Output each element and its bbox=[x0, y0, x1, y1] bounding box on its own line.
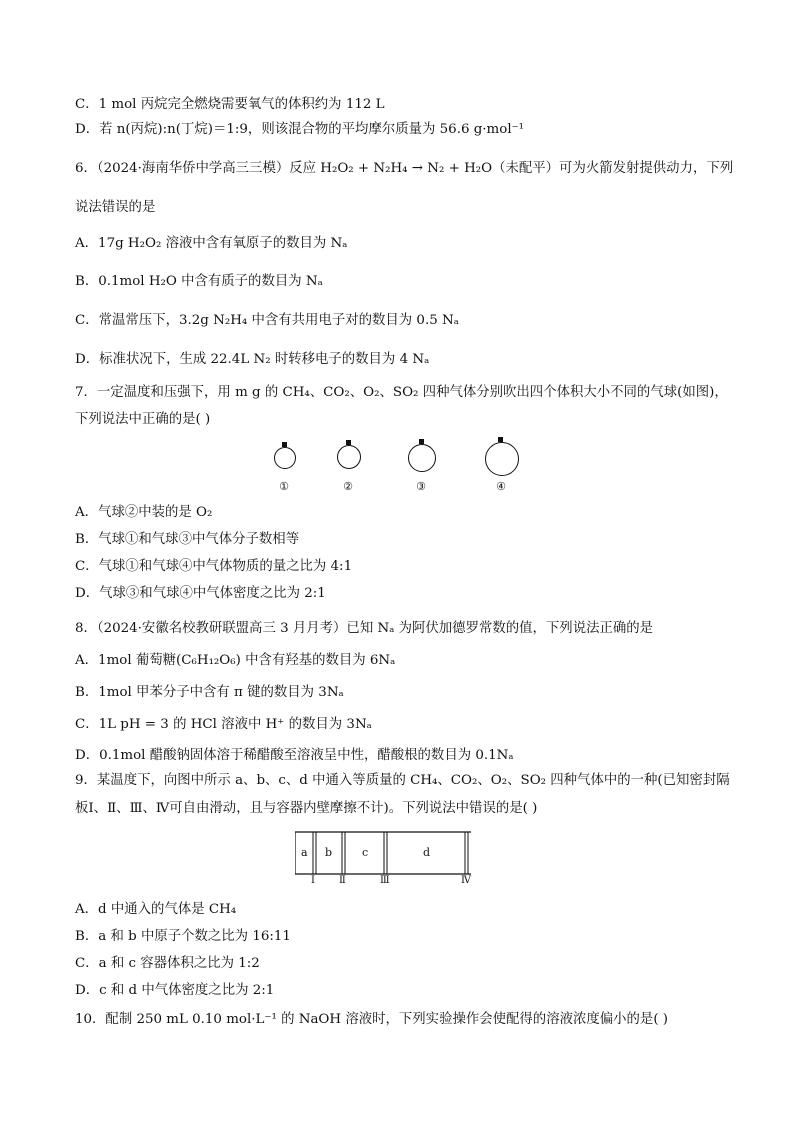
q6-option-b: B．0.1mol H₂O 中含有质子的数目为 Nₐ bbox=[75, 274, 323, 289]
q9-option-c: C．a 和 c 容器体积之比为 1:2 bbox=[75, 956, 260, 971]
q9-option-d: D．c 和 d 中气体密度之比为 2:1 bbox=[75, 983, 275, 998]
balloon-label: ② bbox=[343, 480, 353, 493]
q9-stem-line1: 9．某温度下，向图中所示 a、b、c、d 中通入等质量的 CH₄、CO₂、O₂、SO₂ 四种气体中的一种(已知密封隔 bbox=[75, 773, 730, 788]
partition-2-label: Ⅱ bbox=[339, 875, 346, 886]
q5-option-c: C．1 mol 丙烷完全燃烧需要氧气的体积约为 112 L bbox=[75, 97, 385, 112]
q6-option-c: C．常温常压下，3.2g N₂H₄ 中含有共用电子对的数目为 0.5 Nₐ bbox=[75, 313, 459, 328]
container-figure bbox=[295, 830, 471, 886]
q10-stem: 10．配制 250 mL 0.10 mol·L⁻¹ 的 NaOH 溶液时，下列实验操作会使配得的溶液浓度偏小的是( ) bbox=[75, 1012, 669, 1027]
partition-1-label: Ⅰ bbox=[311, 875, 315, 886]
balloon-label: ① bbox=[279, 480, 289, 493]
q7-stem-line1: 7．一定温度和压强下，用 m g 的 CH₄、CO₂、O₂、SO₂ 四种气体分别吹出四个体积大小不同的气球(如图)， bbox=[75, 385, 728, 400]
balloon-figure bbox=[260, 440, 560, 496]
q5-option-d: D．若 n(丙烷):n(丁烷)＝1:9，则该混合物的平均摩尔质量为 56.6 g·mol⁻¹ bbox=[75, 122, 525, 137]
q9-option-b: B．a 和 b 中原子个数之比为 16:11 bbox=[75, 929, 291, 944]
cell-a-label: a bbox=[301, 846, 308, 859]
q6-option-a: A．17g H₂O₂ 溶液中含有氧原子的数目为 Nₐ bbox=[75, 236, 348, 251]
q9-stem-line2: 板Ⅰ、Ⅱ、Ⅲ、Ⅳ可自由滑动，且与容器内壁摩擦不计)。下列说法中错误的是( ) bbox=[75, 801, 538, 816]
q6-stem-line1: 6．（2024·海南华侨中学高三三模）反应 H₂O₂ + N₂H₄ → N₂ + H₂O（未配平）可为火箭发射提供动力，下列 bbox=[75, 161, 734, 176]
q8-option-b: B．1mol 甲苯分子中含有 π 键的数目为 3Nₐ bbox=[75, 685, 344, 700]
q8-stem: 8．（2024·安徽名校教研联盟高三 3 月月考）已知 Nₐ 为阿伏加德罗常数的值，下列说法正确的是 bbox=[75, 621, 654, 636]
balloon-body bbox=[485, 442, 519, 476]
balloon-body bbox=[274, 447, 296, 469]
balloon-label: ③ bbox=[416, 480, 426, 493]
partition-4-label: Ⅳ bbox=[461, 875, 471, 886]
q7-option-b: B．气球①和气球③中气体分子数相等 bbox=[75, 532, 300, 547]
cell-d-label: d bbox=[423, 846, 431, 859]
balloon-body bbox=[408, 444, 436, 472]
q6-option-d: D．标准状况下，生成 22.4L N₂ 时转移电子的数目为 4 Nₐ bbox=[75, 352, 430, 367]
balloon-body bbox=[337, 445, 361, 469]
q8-option-a: A．1mol 葡萄糖(C₆H₁₂O₆) 中含有羟基的数目为 6Nₐ bbox=[75, 653, 396, 668]
cell-b-label: b bbox=[325, 846, 333, 859]
q6-stem-line2: 说法错误的是 bbox=[75, 200, 156, 215]
q7-option-a: A．气球②中装的是 O₂ bbox=[75, 505, 213, 520]
q8-option-c: C．1L pH = 3 的 HCl 溶液中 H⁺ 的数目为 3Nₐ bbox=[75, 717, 372, 732]
partition-3-label: Ⅲ bbox=[380, 875, 390, 886]
cell-c-label: c bbox=[362, 846, 369, 859]
q7-option-d: D．气球③和气球④中气体密度之比为 2:1 bbox=[75, 586, 326, 601]
q9-option-a: A．d 中通入的气体是 CH₄ bbox=[75, 902, 237, 917]
q7-stem-line2: 下列说法中正确的是( ) bbox=[75, 412, 211, 427]
q8-option-d: D．0.1mol 醋酸钠固体溶于稀醋酸至溶液呈中性，醋酸根的数目为 0.1Nₐ bbox=[75, 748, 514, 763]
balloon-label: ④ bbox=[496, 480, 506, 493]
q7-option-c: C．气球①和气球④中气体物质的量之比为 4:1 bbox=[75, 559, 353, 574]
